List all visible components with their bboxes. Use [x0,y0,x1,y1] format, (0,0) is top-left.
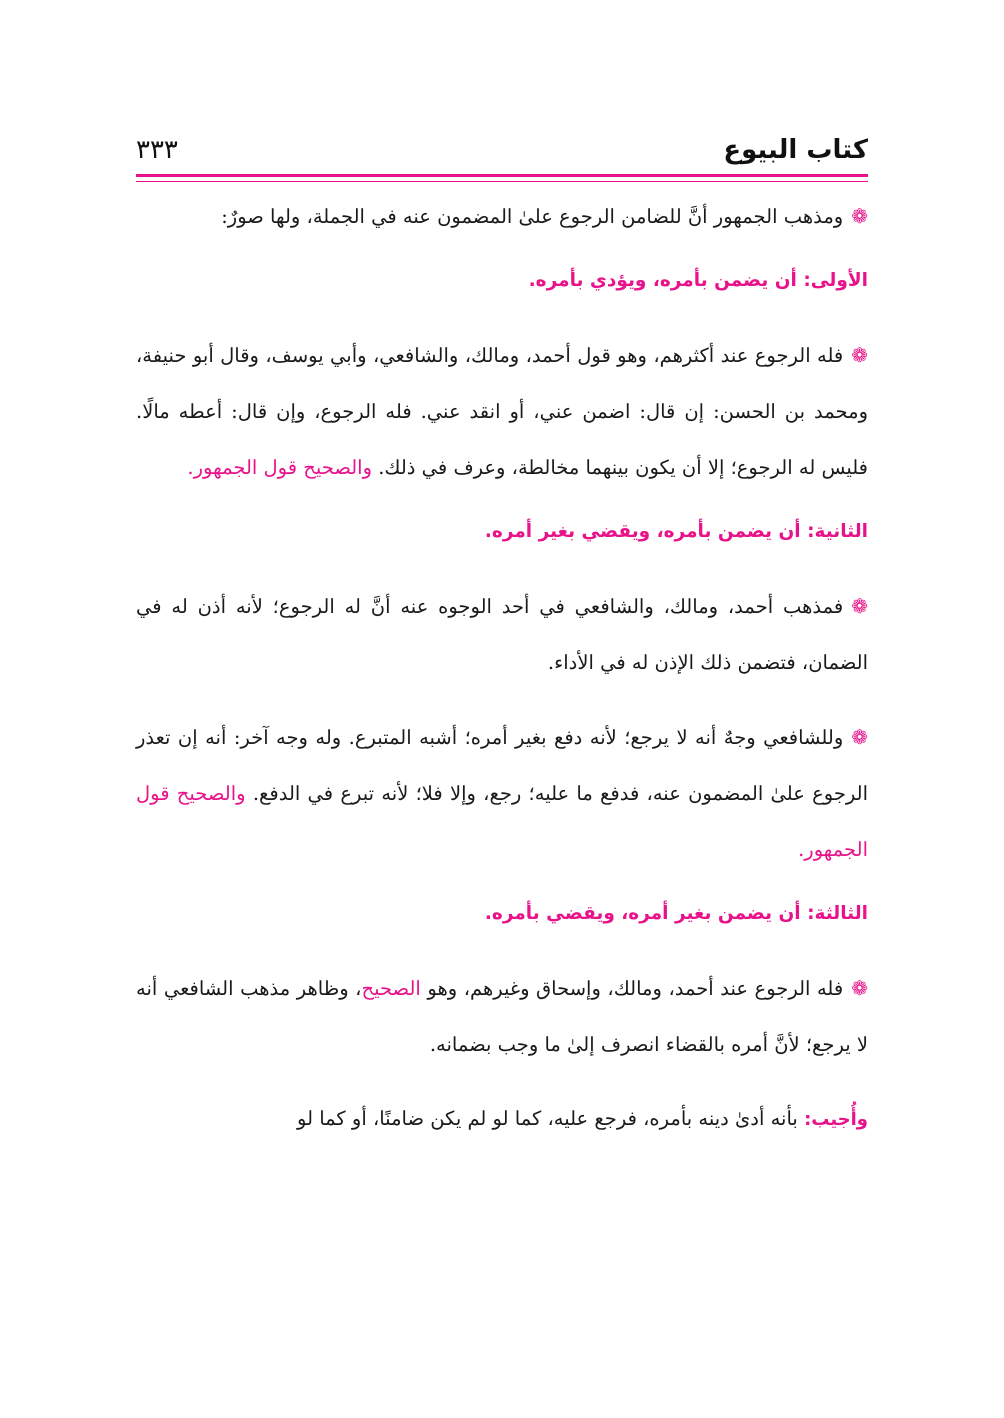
paragraph-text: فمذهب أحمد، ومالك، والشافعي في أحد الوجوه عنه أنَّ له الرجوع؛ لأنه أذن له في الضمان، فتضمن ذلك الإذن له في الأداء. [136,595,868,674]
paragraph-text: فله الرجوع عند أحمد، ومالك، وإسحاق وغيرهم، وهو [427,977,844,1000]
paragraph-2 [136,327,868,496]
paragraph-3 [136,578,868,691]
preferred-word-highlight: الصحيح [361,977,421,1000]
flower-icon: ❁ [851,204,868,228]
paragraph-text: ومذهب الجمهور أنَّ للضامن الرجوع علىٰ المضمون عنه في الجملة، ولها صورٌ: [221,205,844,228]
page-header [136,128,868,172]
header-rule-thin [136,181,868,182]
paragraph-4 [136,709,868,878]
flower-icon: ❁ [851,976,868,1000]
preferred-opinion-highlight: والصحيح قول الجمهور. [136,782,868,861]
paragraph-1 [136,188,868,245]
section-heading-3: الثالثة: أن يضمن بغير أمره، ويقضي بأمره. [484,903,868,924]
page-number: ٣٣٣ [136,135,178,165]
book-title: كتاب البيوع [723,135,868,165]
preferred-opinion-highlight: والصحيح قول الجمهور. [187,456,373,479]
page-body [136,188,868,1166]
paragraph-text: فله الرجوع عند أكثرهم، وهو قول أحمد، ومالك، والشافعي، وأبي يوسف، وقال أبو حنيفة، ومحمد بن الحسن: إن قال: اضمن عني، أو انقد عني. فله الرجوع، وإن قال: أعطه مالًا. فليس له الرجوع؛ إلا أن يكون بينهما مخالطة، وعرف في ذلك. [136,344,868,479]
flower-icon: ❁ [851,594,868,618]
paragraph-text-continued: ، وظاهر مذهب الشافعي أنه لا يرجع؛ لأنَّ أمره بالقضاء انصرف إلىٰ ما وجب بضمانه. [136,977,868,1056]
section-heading-2: الثانية: أن يضمن بأمره، ويقضي بغير أمره. [484,521,868,542]
flower-icon: ❁ [851,725,868,749]
section-heading-1: الأولى: أن يضمن بأمره، ويؤدي بأمره. [528,270,868,291]
header-rule-thick [136,174,868,177]
flower-icon: ❁ [851,343,868,367]
paragraph-5 [136,960,868,1073]
paragraph-6 [136,1091,868,1148]
paragraph-text: وللشافعي وجهٌ أنه لا يرجع؛ لأنه دفع بغير أمره؛ أشبه المتبرع. وله وجه آخر: أنه إن تعذر الرجوع علىٰ المضمون عنه، فدفع ما عليه؛ رجع، وإلا فلا؛ لأنه تبرع في الدفع. [136,726,868,805]
answer-label: وأُجيب: [804,1109,868,1130]
paragraph-text: بأنه أدىٰ دينه بأمره، فرجع عليه، كما لو لم يكن ضامنًا، أو كما لو [297,1107,798,1130]
